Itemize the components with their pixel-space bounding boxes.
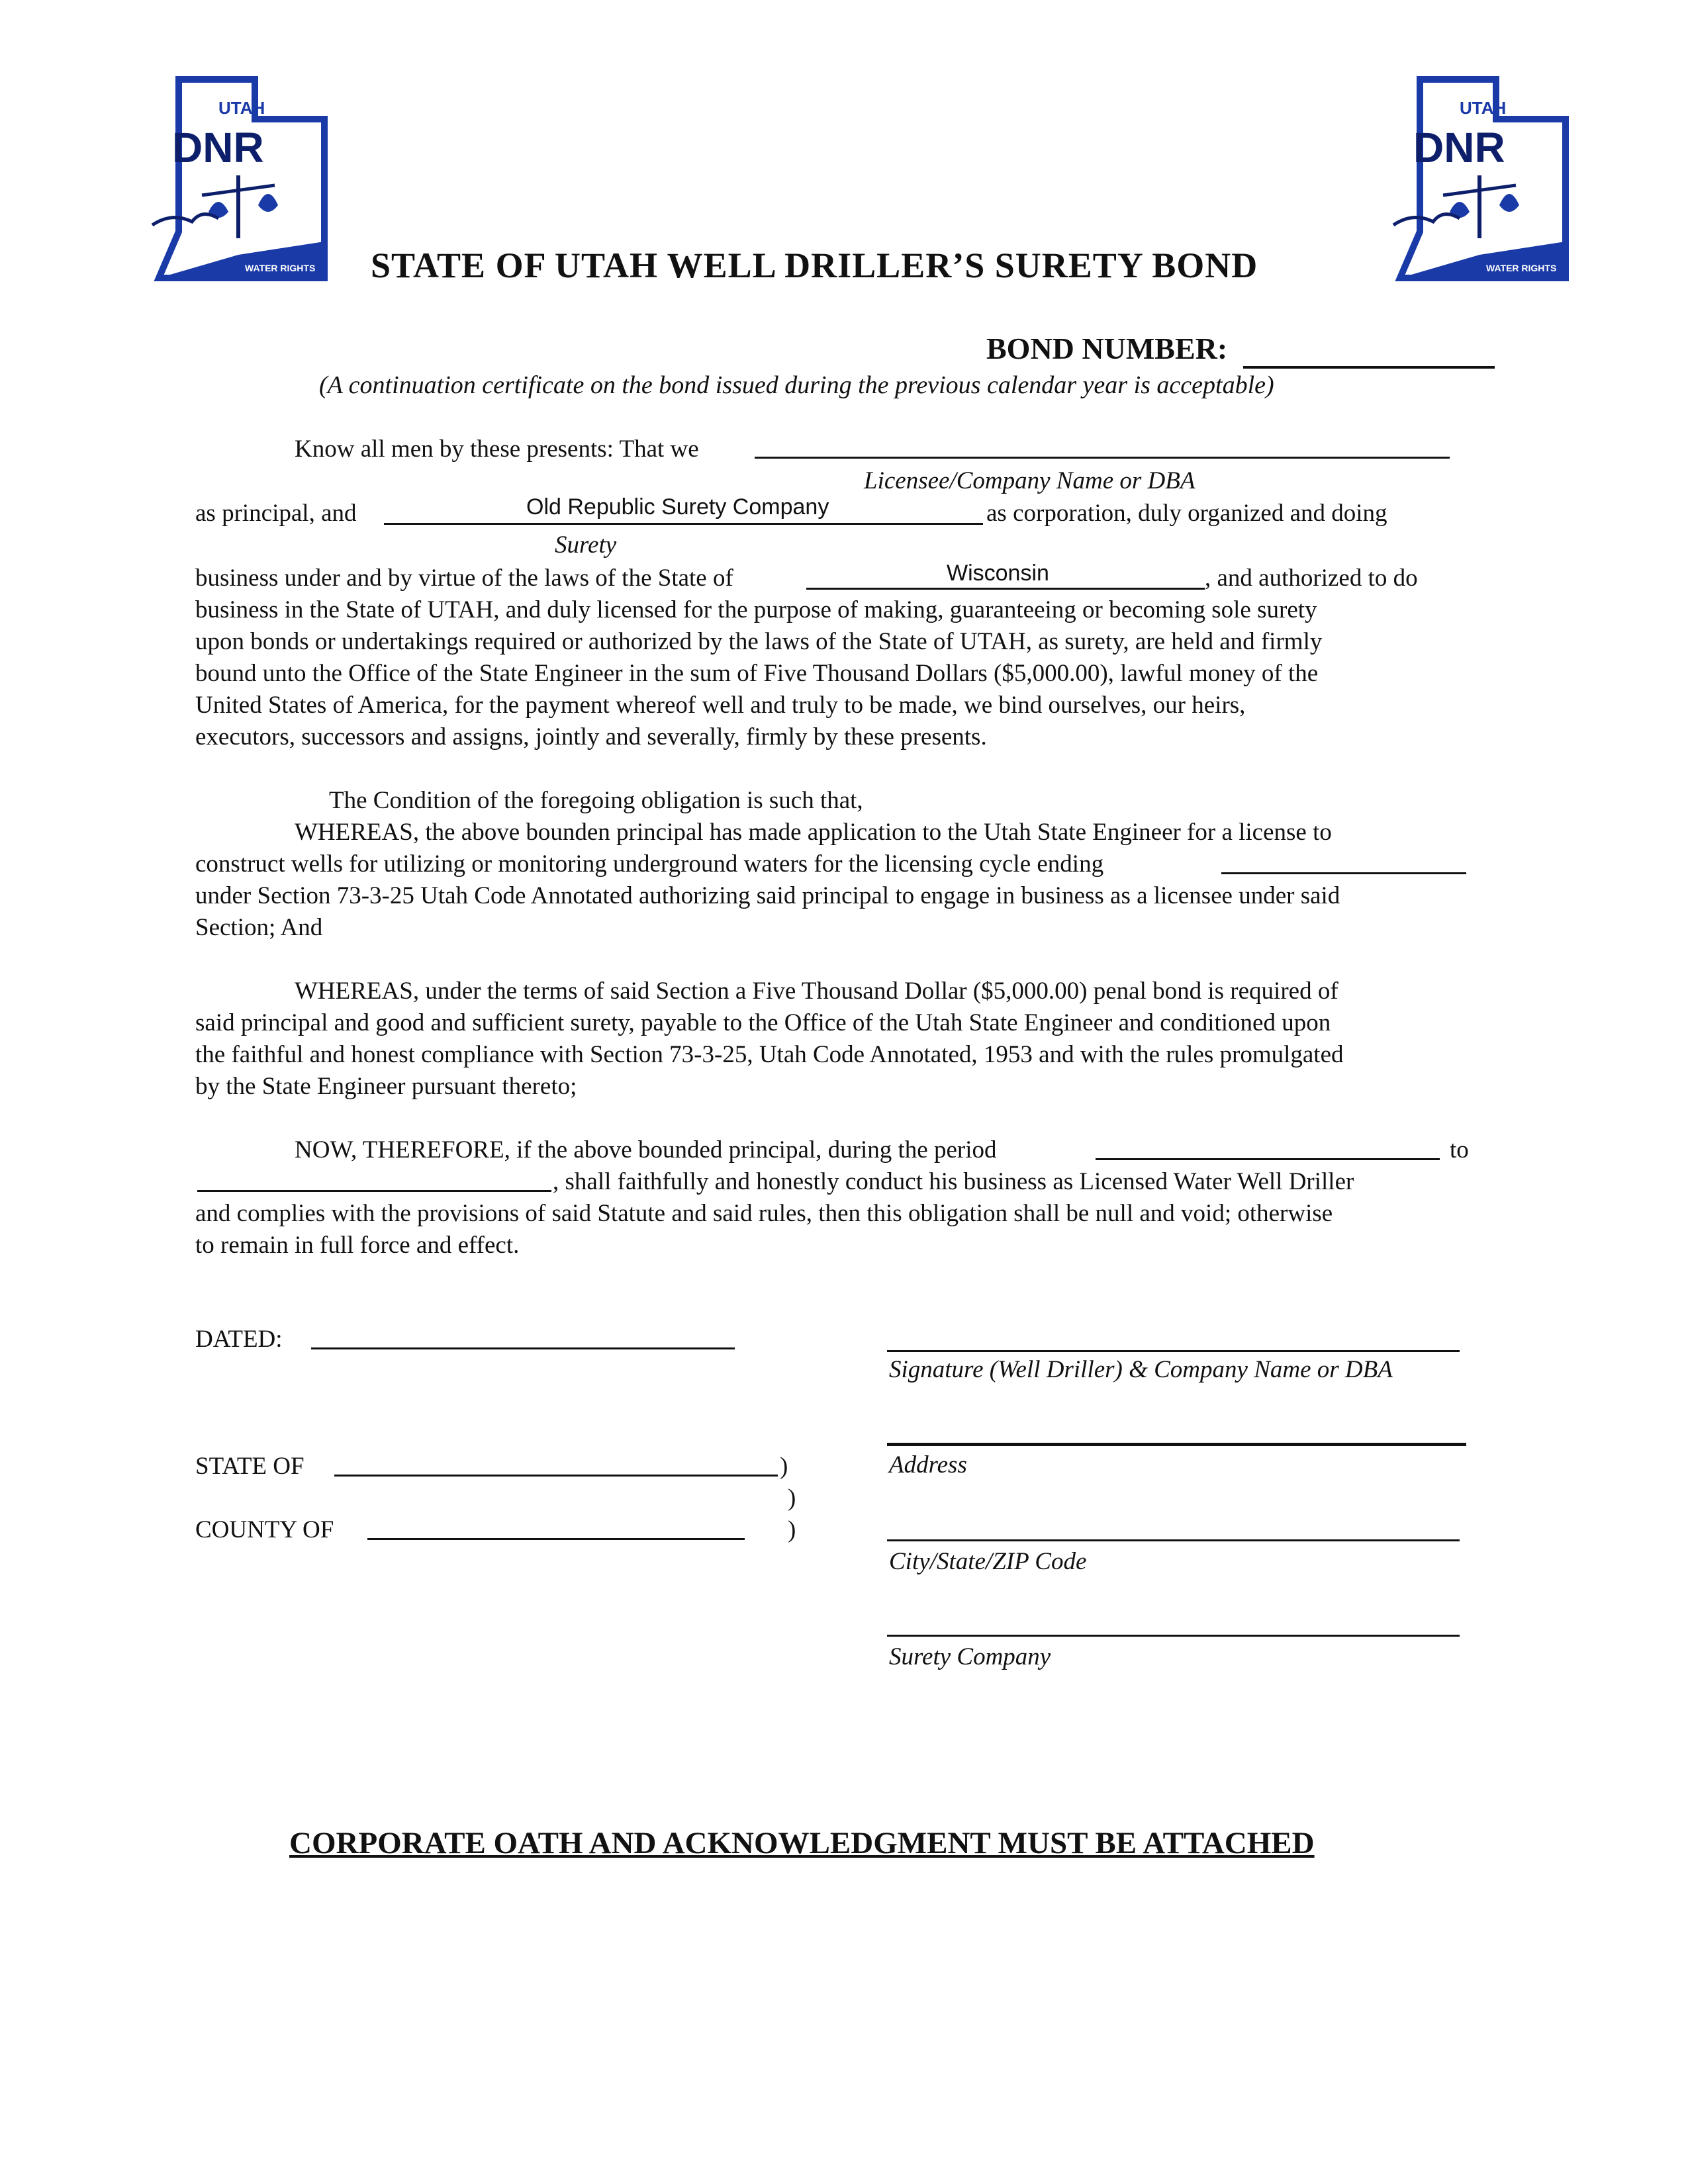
p4-line-3: and complies with the provisions of said Statute and said rules, then this obligation shall be null and void; otherwise xyxy=(195,1200,1333,1227)
footer-notice: CORPORATE OATH AND ACKNOWLEDGMENT MUST BE ATTACHED xyxy=(289,1826,1315,1860)
svg-text:WATER RIGHTS: WATER RIGHTS xyxy=(245,263,316,273)
address-caption: Address xyxy=(889,1451,967,1479)
p1-line-1: business in the State of UTAH, and duly licensed for the purpose of making, guaranteeing or becoming sole surety xyxy=(195,596,1317,623)
licensee-caption: Licensee/Company Name or DBA xyxy=(864,467,1196,494)
p3-line-1: WHEREAS, under the terms of said Section a Five Thousand Dollar ($5,000.00) penal bond is required of xyxy=(295,978,1338,1005)
svg-text:DNR: DNR xyxy=(172,124,264,171)
surety-caption: Surety xyxy=(555,531,617,559)
surety-name-field[interactable] xyxy=(384,523,983,525)
svg-text:WATER RIGHTS: WATER RIGHTS xyxy=(1486,263,1557,273)
city-state-zip-caption: City/State/ZIP Code xyxy=(889,1548,1087,1575)
period-end-field[interactable] xyxy=(197,1190,551,1192)
and-authorized-text: , and authorized to do xyxy=(1205,565,1418,592)
as-corporation-text: as corporation, duly organized and doing xyxy=(986,500,1387,527)
address-field[interactable] xyxy=(887,1443,1466,1446)
state-of-incorporation-field[interactable] xyxy=(806,588,1205,590)
p2-line-3: under Section 73-3-25 Utah Code Annotated authorizing said principal to engage in business as a licensee under said xyxy=(195,882,1340,909)
continuation-note: (A continuation certificate on the bond issued during the previous calendar year is acceptable) xyxy=(319,371,1274,399)
svg-text:UTAH: UTAH xyxy=(1460,98,1507,118)
p3-line-4: by the State Engineer pursuant thereto; xyxy=(195,1073,577,1100)
surety-name-value: Old Republic Surety Company xyxy=(526,494,829,520)
surety-company-caption: Surety Company xyxy=(889,1643,1051,1670)
bond-number-label: BOND NUMBER: xyxy=(986,332,1228,365)
state-of-label: STATE OF xyxy=(195,1453,305,1480)
signature-field[interactable] xyxy=(887,1350,1460,1352)
period-to-text: to xyxy=(1450,1136,1469,1163)
p4-line-1: NOW, THEREFORE, if the above bounded principal, during the period xyxy=(295,1136,997,1163)
p1-line-5: executors, successors and assigns, jointly and severally, firmly by these presents. xyxy=(195,723,987,751)
state-of-field[interactable] xyxy=(334,1475,778,1477)
p1-line-2: upon bonds or undertakings required or authorized by the laws of the State of UTAH, as surety, are held and firmly xyxy=(195,628,1323,655)
state-of-incorporation-value: Wisconsin xyxy=(947,561,1049,586)
county-of-label: COUNTY OF xyxy=(195,1516,334,1543)
p2-line-1: WHEREAS, the above bounden principal has made application to the Utah State Engineer for a license to xyxy=(295,819,1332,846)
paren-3: ) xyxy=(788,1516,796,1543)
utah-dnr-logo-left xyxy=(139,73,338,285)
surety-company-field[interactable] xyxy=(887,1635,1460,1637)
p3-line-3: the faithful and honest compliance with Section 73-3-25, Utah Code Annotated, 1953 and with the rules promulgated xyxy=(195,1041,1344,1068)
city-state-zip-field[interactable] xyxy=(887,1539,1460,1541)
p1-line-4: United States of America, for the payment whereof well and truly to be made, we bind ourselves, our heirs, xyxy=(195,692,1246,719)
p4-line-4: to remain in full force and effect. xyxy=(195,1232,520,1259)
p3-line-2: said principal and good and sufficient surety, payable to the Office of the Utah State Engineer and conditioned upon xyxy=(195,1009,1331,1036)
svg-text:DNR: DNR xyxy=(1413,124,1505,171)
licensing-cycle-end-field[interactable] xyxy=(1221,872,1466,874)
signature-caption: Signature (Well Driller) & Company Name or DBA xyxy=(889,1356,1393,1383)
dated-label: DATED: xyxy=(195,1326,283,1353)
condition-text: The Condition of the foregoing obligation is such that, xyxy=(329,787,863,814)
dated-field[interactable] xyxy=(311,1347,735,1349)
p4-line-2: , shall faithfully and honestly conduct his business as Licensed Water Well Driller xyxy=(553,1168,1354,1195)
p1-line-3: bound unto the Office of the State Engineer in the sum of Five Thousand Dollars ($5,000.00), lawful money of the xyxy=(195,660,1319,687)
p2-line-2: construct wells for utilizing or monitoring underground waters for the licensing cycle ending xyxy=(195,850,1104,878)
paren-1: ) xyxy=(780,1453,788,1480)
page-title: STATE OF UTAH WELL DRILLER’S SURETY BOND xyxy=(371,246,1258,285)
county-of-field[interactable] xyxy=(367,1538,745,1540)
bond-number-field[interactable] xyxy=(1243,366,1495,369)
paren-2: ) xyxy=(788,1484,796,1512)
period-start-field[interactable] xyxy=(1096,1158,1440,1160)
licensee-name-field[interactable] xyxy=(755,457,1450,459)
business-under-text: business under and by virtue of the laws of the State of xyxy=(195,565,733,592)
p2-line-4: Section; And xyxy=(195,914,323,941)
as-principal-text: as principal, and xyxy=(195,500,357,527)
logo-utah-text: UTAH xyxy=(218,98,265,118)
utah-dnr-logo-right xyxy=(1380,73,1579,285)
know-all-text: Know all men by these presents: That we xyxy=(295,435,699,463)
